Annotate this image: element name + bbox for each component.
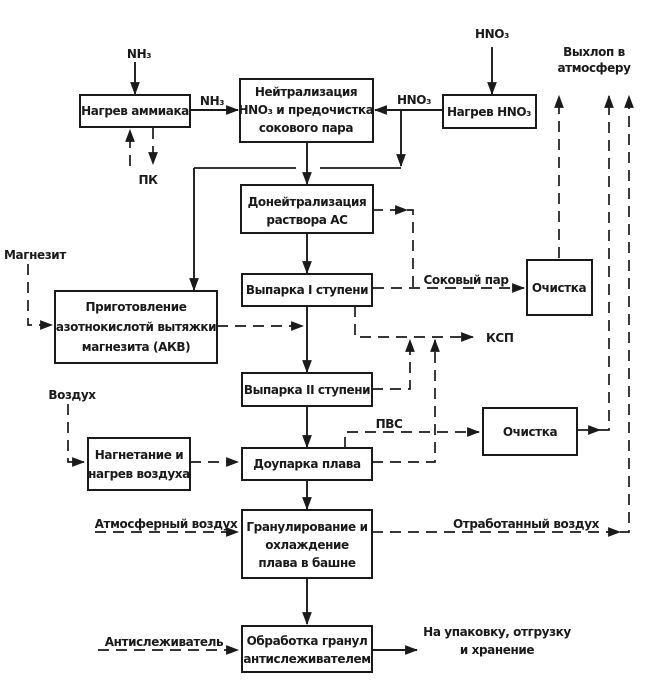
label-na-upakovku-2: и хранение	[459, 643, 535, 657]
flow-ochistka2-to-exhaust	[600, 96, 609, 430]
box-prigotovlenie-label-1: Приготовление	[85, 300, 187, 314]
box-granulirovanie-label-1: Гранулирование и	[246, 520, 368, 534]
box-nagnetanie	[88, 438, 190, 490]
label-hno3-top: HNO₃	[475, 27, 509, 41]
flow-vyparka2-to-ksp	[372, 340, 410, 389]
box-nagnetanie-label-1: Нагнетание и	[94, 448, 184, 462]
label-atmosferny-vozdukh: Атмосферный воздух	[94, 517, 238, 531]
label-pvs: ПВС	[375, 417, 403, 431]
label-magnezit: Магнезит	[4, 248, 66, 262]
label-otrabotanny-vozdukh: Отработанный воздух	[452, 517, 600, 531]
label-nh3-top: NH₃	[126, 47, 152, 61]
label-antislezhivatel: Антислеживатель	[104, 635, 224, 649]
label-sokovy-par: Соковый пар	[423, 273, 509, 287]
label-hno3-flow: HNO₃	[397, 93, 431, 107]
label-exhaust-2: атмосферу	[557, 61, 631, 75]
box-douparka-label: Доупарка плава	[253, 457, 361, 471]
box-doneutralization-label-1: Донейтрализация	[247, 195, 367, 209]
box-neutralization-label-2: HNO₃ и предочистка	[238, 103, 374, 117]
box-granulirovanie-label-2: охлаждение	[265, 538, 349, 552]
label-nh3-flow: NH₃	[199, 94, 225, 108]
flow-pvs-to-ochistka2	[345, 432, 479, 448]
flow-doneutralization-vapor-join	[407, 210, 413, 288]
label-pk: ПК	[138, 173, 158, 187]
flow-douparka-to-ksp	[372, 340, 435, 462]
box-prigotovlenie-label-3: магнезита (АКВ)	[81, 340, 191, 354]
box-vyparka1-label: Выпарка I ступени	[245, 283, 369, 297]
flow-ksp-out	[355, 306, 473, 337]
label-na-upakovku-1: На упаковку, отгрузку	[423, 625, 571, 639]
label-vozdukh: Воздух	[48, 388, 96, 402]
box-granulirovanie-label-3: плава в башне	[258, 556, 356, 570]
box-obrabotka-label-1: Обработка гранул	[246, 634, 368, 648]
label-ksp: КСП	[486, 331, 514, 345]
box-ochistka1-label: Очистка	[531, 281, 587, 295]
box-doneutralization-label-2: раствора АС	[266, 213, 348, 227]
box-ochistka2-label: Очистка	[502, 425, 558, 439]
flow-vozdukh-feed	[68, 404, 84, 462]
box-prigotovlenie-label-2: азотнокислотй вытяжки	[55, 320, 217, 334]
box-obrabotka-label-2: антислеживателем	[243, 652, 371, 666]
flow-otrabotanny-vozdukh-to-exhaust	[620, 96, 629, 532]
box-nagrev-hno3-label: Нагрев HNO₃	[446, 105, 532, 119]
label-exhaust-1: Выхлоп в	[563, 45, 625, 59]
box-nagnetanie-label-2: нагрев воздуха	[88, 467, 190, 481]
flow-magnezit-feed	[28, 264, 52, 325]
box-neutralization-label-1: Нейтрализация	[254, 85, 358, 99]
box-neutralization-label-3: сокового пара	[258, 121, 354, 135]
box-nagrev-ammiaka-label: Нагрев аммиака	[81, 104, 189, 118]
box-vyparka2-label: Выпарка II ступени	[243, 383, 371, 397]
